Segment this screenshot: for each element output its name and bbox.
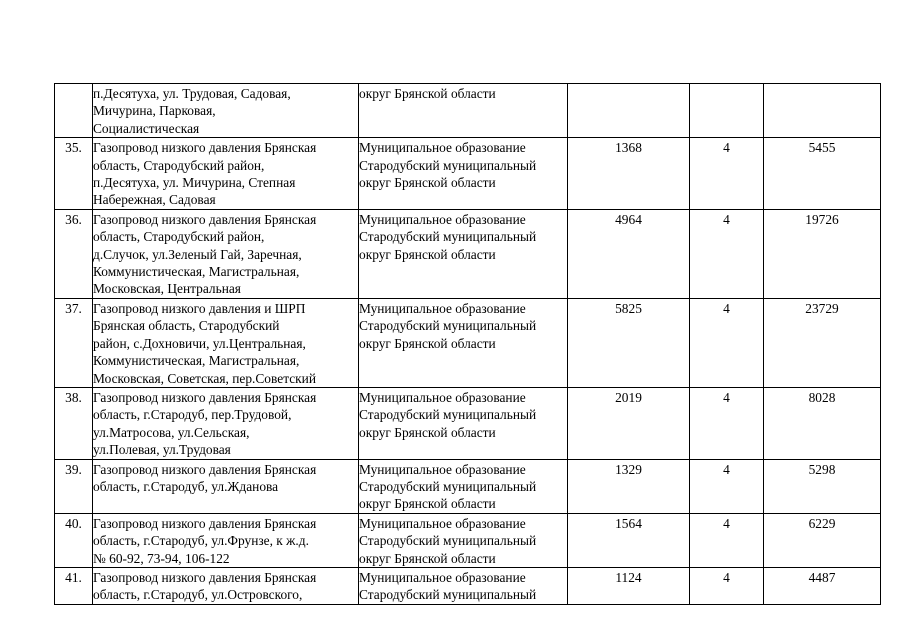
owner-line: Муниципальное образование (359, 211, 526, 227)
object-name-line: область, г.Стародуб, ул.Жданова (93, 478, 279, 494)
length-value-cell (568, 459, 690, 513)
owner-line: округ Брянской области (359, 246, 496, 262)
owner-line: Стародубский муниципальный (359, 407, 537, 423)
owner-line: округ Брянской области (359, 86, 496, 101)
owner-cell (359, 209, 568, 298)
object-name-line: Газопровод низкого давления и ШРП (93, 300, 306, 316)
cost-value-cell (764, 387, 881, 459)
object-name-cell (93, 459, 359, 513)
object-name-line: область, г.Стародуб, ул.Островского, (93, 587, 303, 603)
owner-cell (359, 459, 568, 513)
cost-value: 19726 (805, 211, 839, 227)
owner-cell (359, 387, 568, 459)
owner-line: Муниципальное образование (359, 389, 526, 405)
table-row (55, 567, 881, 604)
row-number-cell (55, 387, 93, 459)
object-name-line: область, Стародубский район, (93, 229, 265, 245)
object-name-line: п.Десятуха, ул. Трудовая, Садовая, (93, 86, 291, 101)
owner-line: Стародубский муниципальный (359, 587, 537, 603)
pressure-value: 4 (723, 211, 730, 227)
length-value: 2019 (615, 389, 642, 405)
row-number-cell (55, 298, 93, 387)
cost-value-cell (764, 209, 881, 298)
owner-line: округ Брянской области (359, 175, 496, 191)
owner-cell (359, 567, 568, 604)
object-name-line: Коммунистическая, Магистральная, (93, 264, 300, 280)
cost-value: 5455 (808, 140, 836, 156)
object-name-line: Газопровод низкого давления Брянская (93, 461, 317, 477)
table-row (55, 459, 881, 513)
table-row (55, 138, 881, 210)
row-number-cell (55, 567, 93, 604)
pressure-value: 4 (723, 569, 730, 585)
pressure-value-cell (690, 567, 764, 604)
owner-line: Муниципальное образование (359, 515, 526, 531)
length-value-cell (568, 298, 690, 387)
owner-line: округ Брянской области (359, 424, 496, 440)
object-name-line: Газопровод низкого давления Брянская (93, 515, 317, 531)
cost-value: 4487 (808, 569, 836, 585)
owner-line: Стародубский муниципальный (359, 229, 537, 245)
owner-line: округ Брянской области (359, 550, 496, 566)
cost-value-cell (764, 138, 881, 210)
owner-cell (359, 298, 568, 387)
owner-line: Стародубский муниципальный (359, 157, 537, 173)
owner-line: Стародубский муниципальный (359, 533, 537, 549)
cost-value: 6229 (808, 515, 836, 531)
object-name-line: Газопровод низкого давления Брянская (93, 389, 317, 405)
length-value-cell (568, 387, 690, 459)
object-name-line: п.Десятуха, ул. Мичурина, Степная (93, 175, 296, 191)
row-number: 39. (65, 461, 82, 477)
pressure-value-cell (690, 84, 764, 138)
object-name-cell (93, 84, 359, 138)
cost-value: 5298 (808, 461, 836, 477)
cost-value: 8028 (808, 389, 836, 405)
length-value: 4964 (615, 211, 642, 227)
table-row (55, 298, 881, 387)
object-name-cell (93, 387, 359, 459)
owner-line: Стародубский муниципальный (359, 318, 537, 334)
row-number: 41. (65, 569, 82, 585)
length-value-cell (568, 84, 690, 138)
row-number-cell (55, 459, 93, 513)
object-name-line: Газопровод низкого давления Брянская (93, 211, 317, 227)
length-value: 1368 (615, 140, 642, 156)
object-name-line: Коммунистическая, Магистральная, (93, 353, 300, 369)
row-number: 36. (65, 211, 82, 227)
object-name-cell (93, 513, 359, 567)
table-row (55, 84, 881, 138)
owner-line: Стародубский муниципальный (359, 478, 537, 494)
pressure-value: 4 (723, 461, 730, 477)
row-number-cell (55, 513, 93, 567)
object-name-line: д.Случок, ул.Зеленый Гай, Заречная, (93, 246, 302, 262)
cost-value-cell (764, 513, 881, 567)
object-name-line: район, с.Дохновичи, ул.Центральная, (93, 335, 306, 351)
pressure-value: 4 (723, 389, 730, 405)
row-number: 37. (65, 300, 82, 316)
pressure-value-cell (690, 209, 764, 298)
pressure-value-cell (690, 459, 764, 513)
object-name-line: Московская, Центральная (93, 281, 241, 297)
object-name-cell (93, 209, 359, 298)
length-value: 1124 (615, 569, 642, 585)
owner-line: Муниципальное образование (359, 300, 526, 316)
table-row (55, 387, 881, 459)
row-number-cell (55, 209, 93, 298)
cost-value: 23729 (805, 300, 839, 316)
object-name-cell (93, 138, 359, 210)
object-name-line: Брянская область, Стародубский (93, 318, 280, 334)
cost-value-cell (764, 459, 881, 513)
length-value: 1329 (615, 461, 642, 477)
pipeline-table (54, 83, 881, 605)
object-name-line: Газопровод низкого давления Брянская (93, 569, 317, 585)
object-name-line: № 60-92, 73-94, 106-122 (93, 550, 230, 566)
row-number: 35. (65, 140, 82, 156)
owner-line: Муниципальное образование (359, 569, 526, 585)
cost-value-cell (764, 298, 881, 387)
pressure-value: 4 (723, 140, 730, 156)
pressure-value: 4 (723, 515, 730, 531)
cost-value-cell (764, 84, 881, 138)
pressure-value-cell (690, 298, 764, 387)
owner-line: Муниципальное образование (359, 140, 526, 156)
object-name-line: область, г.Стародуб, ул.Фрунзе, к ж.д. (93, 533, 309, 549)
object-name-cell (93, 298, 359, 387)
pressure-value-cell (690, 138, 764, 210)
table-body (55, 84, 881, 605)
row-number: 38. (65, 389, 82, 405)
object-name-line: Газопровод низкого давления Брянская (93, 140, 317, 156)
object-name-line: ул.Полевая, ул.Трудовая (93, 442, 231, 458)
object-name-line: Мичурина, Парковая, (93, 103, 216, 119)
pressure-value: 4 (723, 300, 730, 316)
object-name-line: Социалистическая (93, 120, 200, 136)
row-number-cell (55, 138, 93, 210)
table-row (55, 209, 881, 298)
length-value: 1564 (615, 515, 642, 531)
object-name-cell (93, 567, 359, 604)
row-number-cell (55, 84, 93, 138)
cost-value-cell (764, 567, 881, 604)
object-name-line: Набережная, Садовая (93, 192, 216, 208)
owner-cell (359, 513, 568, 567)
length-value-cell (568, 513, 690, 567)
object-name-line: ул.Матросова, ул.Сельская, (93, 424, 250, 440)
pressure-value-cell (690, 513, 764, 567)
row-number: 40. (65, 515, 82, 531)
pressure-value-cell (690, 387, 764, 459)
table-row (55, 513, 881, 567)
length-value: 5825 (615, 300, 642, 316)
length-value-cell (568, 209, 690, 298)
owner-line: округ Брянской области (359, 496, 496, 512)
owner-cell (359, 138, 568, 210)
owner-line: Муниципальное образование (359, 461, 526, 477)
owner-cell (359, 84, 568, 138)
object-name-line: Московская, Советская, пер.Советский (93, 370, 316, 386)
object-name-line: область, г.Стародуб, пер.Трудовой, (93, 407, 292, 423)
object-name-line: область, Стародубский район, (93, 157, 265, 173)
length-value-cell (568, 567, 690, 604)
length-value-cell (568, 138, 690, 210)
owner-line: округ Брянской области (359, 335, 496, 351)
